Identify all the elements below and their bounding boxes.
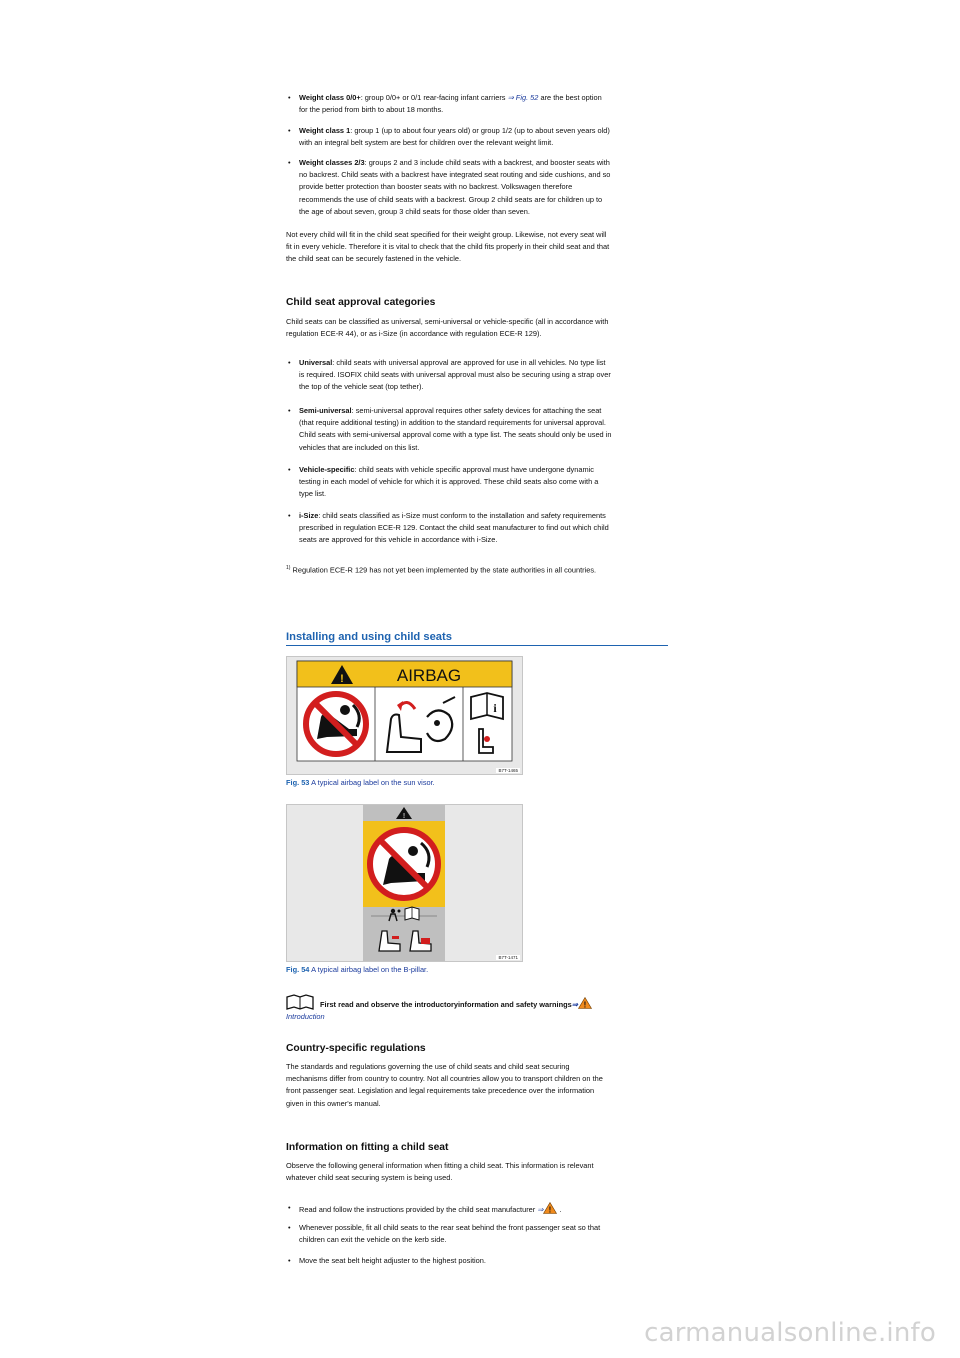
fitting-heading: Information on fitting a child seat: [286, 1142, 449, 1153]
warning-triangle-icon: [578, 997, 592, 1009]
approval-intro: Child seats can be classified as universal, semi-universal or vehicle-specific (all in accordance with regulation ECE-R 44), or as i-Size (in accordance with regulation ECE-R 129).: [286, 317, 609, 339]
list-item: • Read and follow the instructions provided by the child seat manufacturer ⇒ ! .: [288, 1203, 562, 1214]
warning-triangle-icon: [543, 1202, 557, 1214]
list-item: • i-Size: child seats classified as i-Size must conform to the installation and safety requirements prescribed in regulation ECE-R 129. Contact the child seat manufacturer to find out which child seats are approved for this vehicle in accordance with i-Size.: [288, 511, 609, 545]
list-item: • Universal: child seats with universal approval are approved for use in all vehicles. No type list is required. ISOFIX child seats with universal approval must also be securing using a strap over the top of the vehicle seat (top tether).: [288, 358, 611, 392]
svg-text:!: !: [583, 1000, 587, 1009]
fig-53-caption: Fig. 53 A typical airbag label on the sun visor.: [286, 778, 435, 787]
list-item: • Whenever possible, fit all child seats to the rear seat behind the front passenger seat so that children can exit the vehicle on the kerb side.: [288, 1223, 601, 1245]
list-item: • Weight classes 2/3: groups 2 and 3 include child seats with a backrest, and booster seats with no backrest. Child seats with a backrest have integrated seat routing and side cushions, and so provide better protection than booster seats with no backrest. Volkswagen therefore recommends the use of child seats with a backrest. Group 2 child seats are for children up to the age of about seven, group 3 child seats for those older than seven.: [288, 158, 611, 216]
fit-paragraph: Not every child will fit in the child seat specified for their weight group. Likewise, not every seat will fit in every vehicle. Therefore it is vital to check that the child fits properly in their child seat and that the child seat can be securely fastened in the vehicle.: [286, 230, 610, 264]
watermark: carmanualsonline.info: [644, 1318, 936, 1348]
list-item: • Weight class 1: group 1 (up to about four years old) or group 1/2 (up to about seven years old) with an integral belt system are best for children over the relevant weight limit.: [288, 126, 610, 148]
fig-53-image: ! AIRBAG i B7T-1465: [286, 656, 523, 775]
footnote: $^{1)}$ Regulation ECE-R 129 has not yet been implemented by the state authorities in all countries.: [286, 565, 597, 575]
fig-52-link[interactable]: ⇒ Fig. 52: [507, 93, 539, 102]
airbag-b-pillar-label: [287, 805, 522, 961]
section-title: Installing and using child seats: [286, 631, 668, 646]
list-item: • Semi-universal: semi-universal approval requires other safety devices for attaching the seat (that require additional testing) in addition to the standard requirements for universal approval. Child seats with semi-universal approval come with a type list. The seats should only be used in vehicles that are included on this list.: [288, 406, 612, 452]
fig-54-image: ! B7T-1471: [286, 804, 523, 962]
introduction-link[interactable]: Introduction: [286, 1012, 325, 1021]
warning-link[interactable]: ⇒: [571, 1000, 578, 1009]
airbag-sun-visor-label: [287, 657, 522, 774]
approval-heading: Child seat approval categories: [286, 297, 436, 308]
svg-text:!: !: [402, 813, 406, 820]
svg-text:!: !: [549, 1205, 552, 1214]
svg-text:i: i: [493, 701, 497, 715]
list-item: • Move the seat belt height adjuster to the highest position.: [288, 1256, 486, 1265]
fitting-intro: Observe the following general information when fitting a child seat. This information is relevant whatever child seat securing system is being used.: [286, 1161, 594, 1183]
country-heading: Country-specific regulations: [286, 1043, 426, 1054]
no-rear-facing-seat-icon: [370, 830, 438, 898]
manual-book-icon: [405, 907, 419, 920]
svg-text:!: !: [340, 673, 344, 685]
list-item: • Weight class 0/0+: group 0/0+ or 0/1 rear-facing infant carriers ⇒ Fig. 52 are the best option for the period from birth to about 18 months.: [288, 93, 602, 115]
manual-book-icon: [286, 994, 314, 1010]
svg-text:AIRBAG: AIRBAG: [396, 666, 462, 685]
fig-54-caption: Fig. 54 A typical airbag label on the B-pillar.: [286, 965, 429, 974]
country-paragraph: The standards and regulations governing the use of child seats and child seat securing mechanisms differ from country to country. Not all countries allow you to transport children on the front passenger seat. Legislation and legal requirements take precedence over the information given in this owner's manual.: [286, 1062, 603, 1108]
no-rear-facing-seat-icon: [306, 694, 366, 754]
list-item: • Vehicle-specific: child seats with vehicle specific approval must have undergone dynamic testing in each model of vehicle for which it is approved. These child seats also come with a type list.: [288, 465, 599, 499]
warning-link[interactable]: ⇒: [537, 1205, 544, 1214]
